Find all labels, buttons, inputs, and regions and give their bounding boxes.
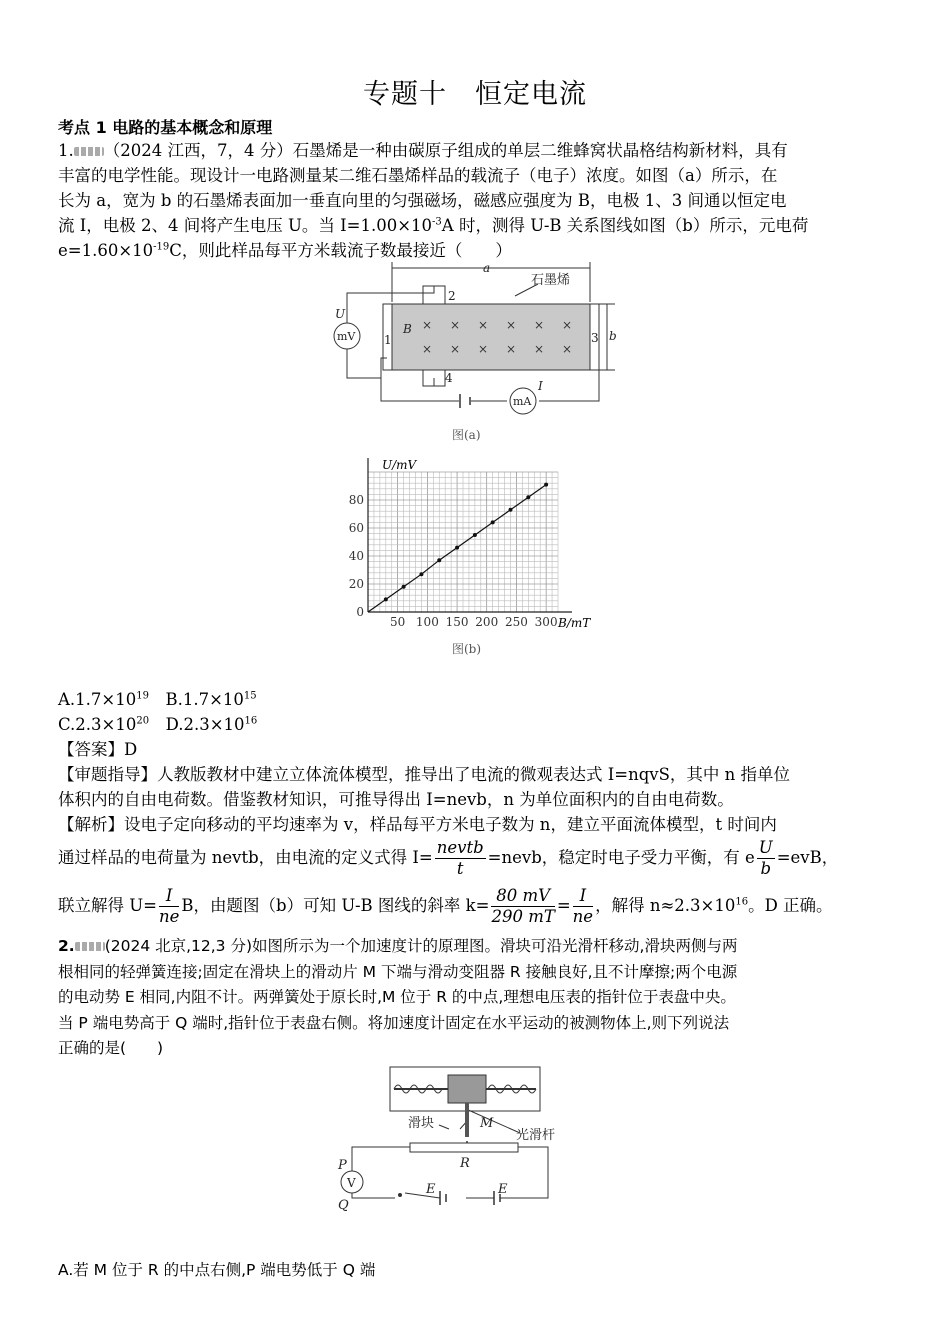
difficulty-stars-icon bbox=[75, 942, 105, 951]
fraction: $\frac{I}{ne}$ bbox=[158, 886, 180, 926]
figure-caption: 图(b) bbox=[452, 642, 482, 656]
figure-b-chart bbox=[340, 455, 605, 665]
analysis-equation-line: 通过样品的电荷量为 nevtb，由电流的定义式得 I= $\frac{\text{nevtb}}{t}$ =nevb，稳定时电子受力平衡，有 e $\frac{U}{b}$ =evB， bbox=[58, 838, 839, 878]
data-point bbox=[384, 597, 388, 601]
stem-line: 正确的是( ) bbox=[58, 1039, 164, 1057]
rheostat-R bbox=[410, 1143, 518, 1152]
magnetic-field-cross-icon: × bbox=[478, 318, 489, 332]
stem-line: 当 P 端电势高于 Q 端时,指针位于表盘右侧。将加速度计固定在水平运动的被测物体上,则下列说法 bbox=[58, 1013, 730, 1032]
meter-label: mV bbox=[337, 330, 356, 343]
meter-label: V bbox=[347, 1176, 356, 1190]
label-I: I bbox=[538, 379, 543, 393]
data-point bbox=[509, 508, 513, 512]
slider-contact-M bbox=[465, 1103, 469, 1137]
analysis-equation-line: 联立解得 U= $\frac{I}{ne}$ B，由题图（b）可知 U-B 图线的斜率 k= $\frac{80 mV}{290 mT}$ = $\frac{I}{ne}$ ，解得 $n\approx 2.3\times 10^{16}$。D 正确。 bbox=[58, 886, 833, 926]
question-source: （2024 江西，7，4 分） bbox=[103, 141, 293, 160]
page-title: 专题十 恒定电流 bbox=[363, 79, 587, 110]
option-d: $D.2.3\times 10^{16}$ bbox=[165, 715, 258, 734]
option-a: $A.1.7\times 10^{19}$ bbox=[58, 690, 149, 709]
label-M: M bbox=[480, 1116, 494, 1131]
stem-line: 长为 a，宽为 b 的石墨烯表面加一垂直向里的匀强磁场，磁感应强度为 B，电极 1、3 间通以恒定电 bbox=[58, 191, 787, 210]
magnetic-field-cross-icon: × bbox=[534, 318, 545, 332]
guide-line: 【审题指导】人教版教材中建立立体流体模型，推导出了电流的微观表达式 I=nqvS，其中 n 指单位 bbox=[58, 765, 791, 784]
y-tick-label: 0 bbox=[356, 605, 364, 619]
y-tick-label: 40 bbox=[348, 549, 364, 563]
label-P: P bbox=[338, 1158, 347, 1173]
stem-line: e=1.60×10 bbox=[58, 241, 154, 260]
magnetic-field-cross-icon: × bbox=[450, 318, 461, 332]
slider-block bbox=[448, 1075, 486, 1103]
figure-accelerometer bbox=[330, 1063, 560, 1223]
analysis-line: 【解析】设电子定向移动的平均速率为 v，样品每平方米电子数为 n，建立平面流体模型，t 时间内 bbox=[58, 815, 777, 834]
y-tick-label: 80 bbox=[348, 493, 364, 507]
label-graphene: 石墨烯 bbox=[531, 273, 571, 288]
figure-a-circuit bbox=[325, 258, 625, 448]
label-E: E bbox=[426, 1182, 436, 1197]
electrode-label: 2 bbox=[448, 289, 456, 303]
magnetic-field-cross-icon: × bbox=[422, 342, 433, 356]
x-tick-label: 200 bbox=[475, 615, 499, 629]
stem-line: C，则此样品每平方米载流子数最接近（ ） bbox=[169, 241, 512, 260]
question-number: 2. bbox=[58, 937, 75, 955]
stem-line: 丰富的电学性能。现设计一电路测量某二维石墨烯样品的载流子（电子）浓度。如图（a）所示，在 bbox=[58, 166, 778, 185]
electrode-label: 4 bbox=[445, 371, 453, 385]
question-2-stem: 2. (2024 北京,12,3 分)如图所示为一个加速度计的原理图。滑块可沿光滑杆移动,滑块两侧与两 根相同的轻弹簧连接;固定在滑块上的滑动片 M 下端与滑动变阻器 R 接触良好,且不计摩擦;两个电源 的电动势 E 相同,内阻不计。两弹簧处于原长时,M 位于 R 的中点,理想电压表的指针位于表盘中央。 当 P 端电势高于 Q 端时,指针位于表盘右侧。将加速度计固定在水平运动的被测物体上,则下列说法 正确的是( ) bbox=[58, 934, 894, 1062]
option-c: $C.2.3\times 10^{20}$ bbox=[58, 715, 150, 734]
meter-label: mA bbox=[513, 395, 532, 408]
figure-caption: 图(a) bbox=[452, 428, 481, 442]
graphene-sheet bbox=[392, 304, 590, 370]
magnetic-field-cross-icon: × bbox=[450, 342, 461, 356]
y-tick-label: 20 bbox=[348, 577, 364, 591]
label-U: U bbox=[335, 307, 346, 321]
fraction: $\frac{I}{ne}$ bbox=[572, 886, 594, 926]
difficulty-stars-icon bbox=[74, 147, 104, 156]
magnetic-field-cross-icon: × bbox=[562, 318, 573, 332]
fraction: $\frac{80 mV}{290 mT}$ bbox=[491, 886, 555, 926]
question-2-option-a: A.若 M 位于 R 的中点右侧,P 端电势低于 Q 端 bbox=[58, 1261, 376, 1279]
magnetic-field-cross-icon: × bbox=[506, 342, 517, 356]
question-1-options bbox=[58, 687, 894, 837]
stem-line: 的电动势 E 相同,内阻不计。两弹簧处于原长时,M 位于 R 的中点,理想电压表的指针位于表盘中央。 bbox=[58, 988, 736, 1006]
guide-line: 体积内的自由电荷数。借鉴教材知识，可推导得出 I=nevb，n 为单位面积内的自由电荷数。 bbox=[58, 790, 734, 809]
option-b: $B.1.7\times 10^{15}$ bbox=[165, 690, 257, 709]
label-B: B bbox=[403, 322, 412, 336]
data-point bbox=[437, 558, 441, 562]
y-tick-label: 60 bbox=[348, 521, 364, 535]
data-point bbox=[455, 546, 459, 550]
question-1-stem bbox=[58, 138, 894, 263]
label-slider: 滑块 bbox=[408, 1116, 435, 1131]
electrode-label: 1 bbox=[384, 333, 392, 347]
stem-line: A 时，测得 U-B 关系图线如图（b）所示，元电荷 bbox=[441, 216, 809, 235]
data-point bbox=[544, 483, 548, 487]
question-number: 1. bbox=[58, 141, 74, 160]
label-rod: 光滑杆 bbox=[516, 1128, 556, 1143]
y-axis-label: U/mV bbox=[382, 458, 417, 472]
x-tick-label: 250 bbox=[504, 615, 528, 629]
magnetic-field-cross-icon: × bbox=[506, 318, 517, 332]
magnetic-field-cross-icon: × bbox=[562, 342, 573, 356]
x-tick-label: 150 bbox=[445, 615, 469, 629]
label-a: a bbox=[483, 261, 491, 275]
data-point bbox=[526, 495, 530, 499]
x-tick-label: 100 bbox=[415, 615, 439, 629]
data-point bbox=[419, 572, 423, 576]
data-point bbox=[491, 520, 495, 524]
section-heading: 考点 1 电路的基本概念和原理 bbox=[58, 118, 273, 137]
exponent: -3 bbox=[432, 216, 442, 228]
stem-line: 石墨烯是一种由碳原子组成的单层二维蜂窝状晶格结构新材料，具有 bbox=[292, 141, 788, 160]
x-tick-label: 50 bbox=[390, 615, 406, 629]
label-Q: Q bbox=[338, 1198, 349, 1213]
exponent: -19 bbox=[153, 241, 170, 253]
magnetic-field-cross-icon: × bbox=[422, 318, 433, 332]
stem-line: 流 I，电极 2、4 间将产生电压 U。当 I=1.00×10 bbox=[58, 216, 433, 235]
data-point bbox=[473, 533, 477, 537]
label-E: E bbox=[498, 1182, 508, 1197]
stem-line: 根相同的轻弹簧连接;固定在滑块上的滑动片 M 下端与滑动变阻器 R 接触良好,且不计摩擦;两个电源 bbox=[58, 962, 738, 981]
answer: 【答案】D bbox=[58, 740, 138, 759]
x-axis-label: B/mT bbox=[558, 616, 591, 630]
label-R: R bbox=[460, 1156, 470, 1171]
x-tick-label: 300 bbox=[534, 615, 558, 629]
label-b: b bbox=[609, 329, 617, 343]
magnetic-field-cross-icon: × bbox=[478, 342, 489, 356]
question-source: (2024 北京,12,3 分) bbox=[104, 937, 253, 955]
fraction: $\frac{U}{b}$ bbox=[758, 838, 773, 878]
fraction: $\frac{\text{nevtb}}{t}$ bbox=[436, 838, 484, 878]
electrode-label: 3 bbox=[591, 331, 599, 345]
data-point bbox=[402, 585, 406, 589]
magnetic-field-cross-icon: × bbox=[534, 342, 545, 356]
